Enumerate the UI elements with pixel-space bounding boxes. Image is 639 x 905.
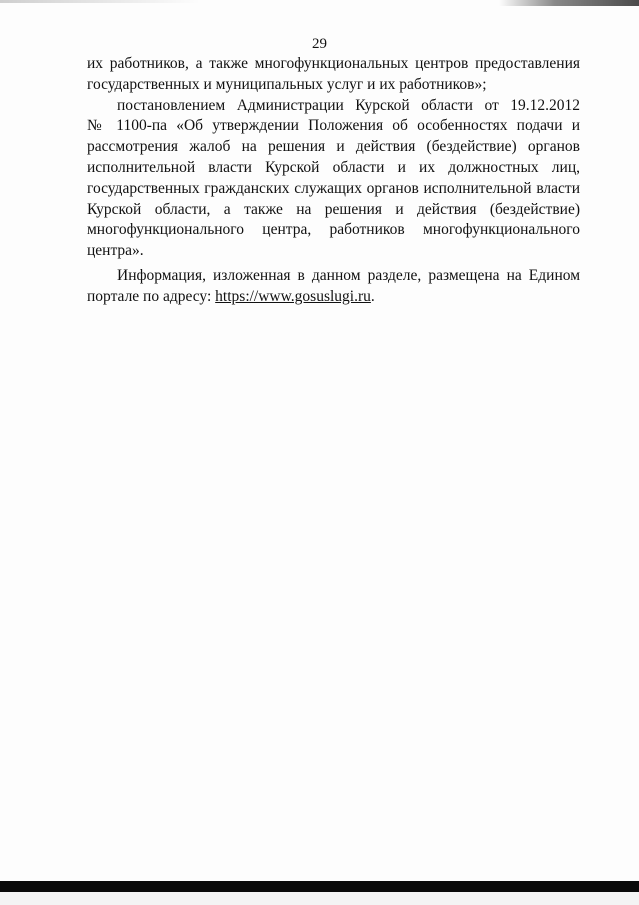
document-body: [87, 54, 580, 308]
text-line: их работников, а также многофункциональных центров предоставления: [87, 55, 580, 72]
link-prefix: портале по адресу:: [87, 287, 216, 305]
scan-artifact-top-left: [0, 0, 200, 3]
text-line: многофункционального центра, работников многофункционального: [87, 221, 580, 239]
text-line: № 1100-па «Об утверждении Положения об особенностях подачи и: [87, 117, 580, 135]
text-line: постановлением Администрации Курской области от 19.12.2012: [117, 96, 580, 114]
text-line: государственных и муниципальных услуг и их работников»;: [87, 75, 487, 93]
paragraph: [87, 54, 580, 96]
scan-artifact-bottom-bar: [0, 881, 639, 892]
text-line: Информация, изложенная в данном разделе, размещена на Едином: [117, 266, 580, 284]
text-line: рассмотрения жалоб на решения и действия (бездействие) органов: [87, 138, 580, 156]
paragraph: [87, 266, 580, 308]
scan-artifact-top-right: [499, 0, 639, 6]
text-line: центра».: [87, 242, 144, 260]
text-line: Курской области, а также на решения и действия (бездействие): [87, 200, 580, 218]
link-suffix: .: [370, 287, 375, 305]
text-line-with-link: [87, 287, 580, 308]
text-line: исполнительной власти Курской области и их должностных лиц,: [87, 158, 580, 176]
scan-artifact-bottom-edge: [0, 892, 639, 905]
gosuslugi-link[interactable]: https://www.gosuslugi.ru: [215, 287, 371, 305]
text-line: государственных гражданских служащих органов исполнительной власти: [87, 179, 580, 197]
paragraph: [87, 96, 580, 262]
page-number: 29: [312, 36, 327, 52]
